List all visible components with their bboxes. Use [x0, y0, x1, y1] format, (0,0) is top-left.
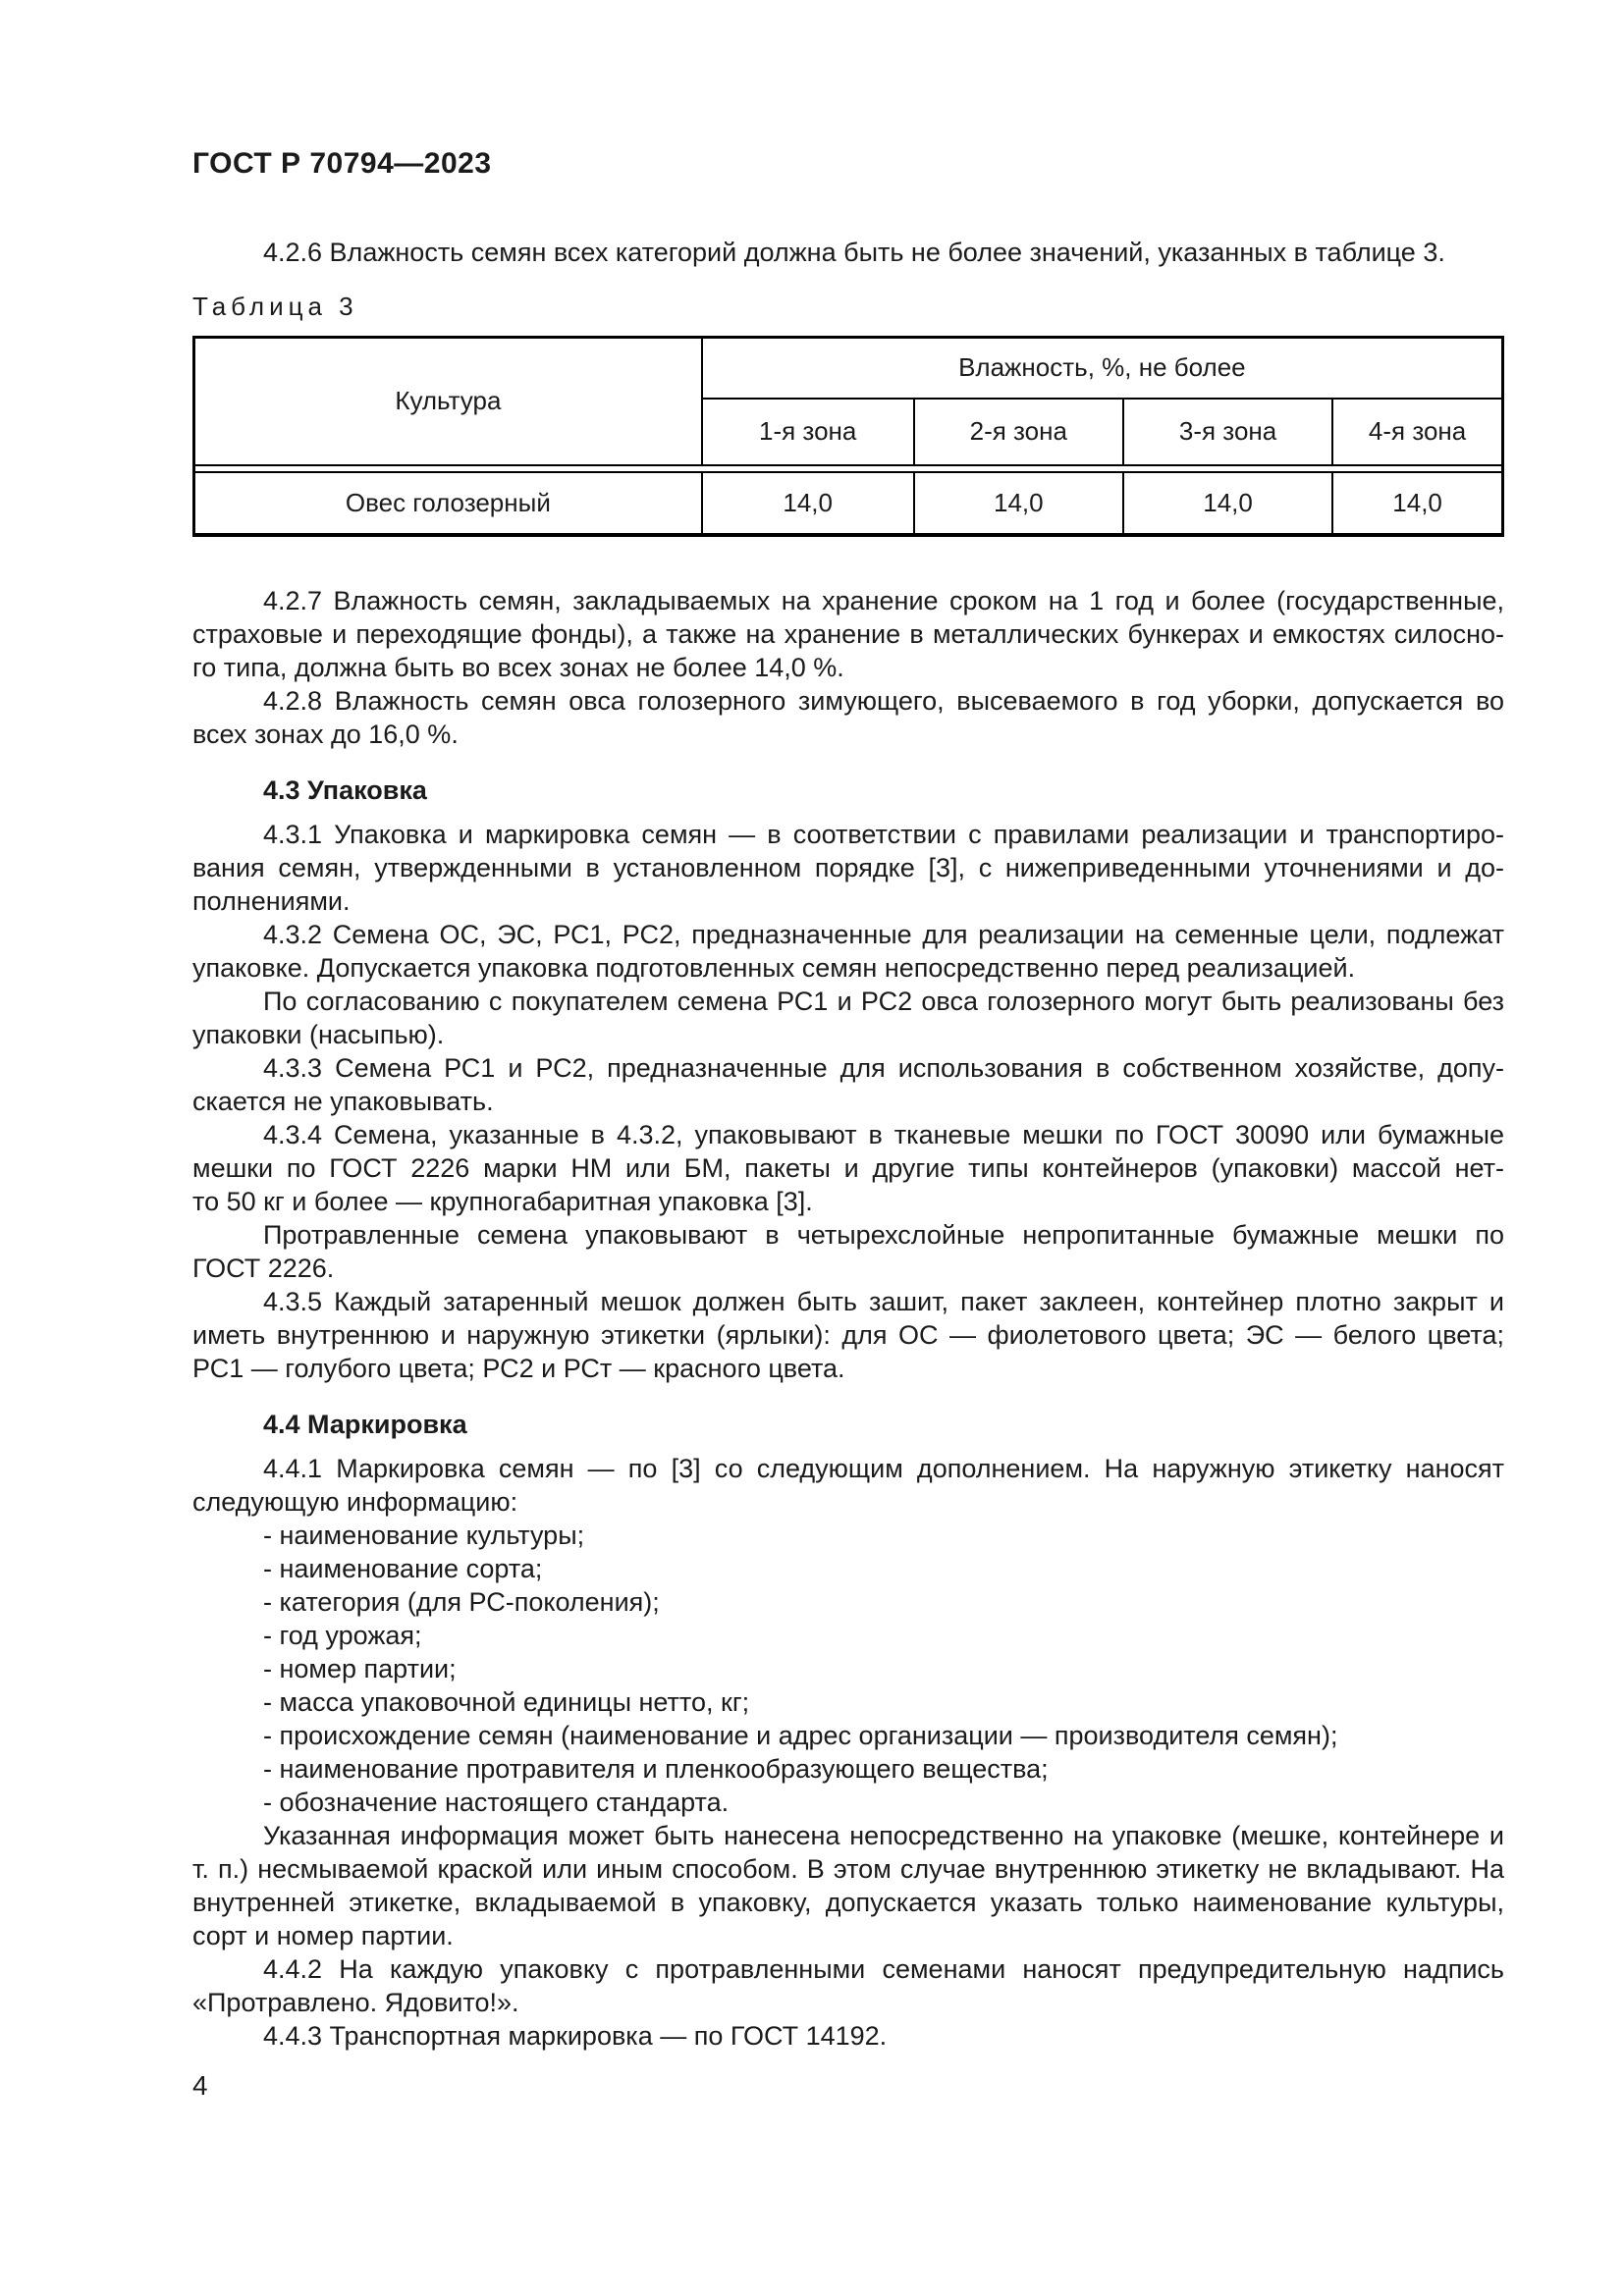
paragraph-line: ГОСТ 2226.	[192, 1253, 335, 1283]
paragraph-line: 4.4.3 Транспортная маркировка — по ГОСТ 14192.	[263, 2020, 888, 2051]
double-rule-cell	[194, 465, 1503, 472]
paragraph	[192, 236, 1504, 269]
section-heading: 4.3 Упаковка	[263, 774, 427, 805]
paragraph-line: следующую информацию:	[192, 1486, 518, 1517]
section-heading: 4.4 Маркировка	[263, 1409, 467, 1439]
table-header-culture: Культура	[395, 386, 502, 416]
table-label: Таблица 3	[192, 292, 358, 321]
zone-header: 4-я зона	[1332, 399, 1502, 465]
zone-header: 2-я зона	[914, 399, 1123, 465]
marking-list	[192, 1519, 1504, 1819]
paragraph-line: мешки по ГОСТ 2226 марки НМ или БМ, пакеты и другие типы контейнеров (упаковки) массой нет-	[192, 1152, 1504, 1183]
paragraph-line: упаковке. Допускается упаковка подготовленных семян непосредственно перед реализацией.	[192, 952, 1356, 983]
list-item: - происхождение семян (наименование и адрес организации — производителя семян);	[263, 1720, 1338, 1750]
paragraph-line: 4.2.8 Влажность семян овса голозерного зимующего, высеваемого в год уборки, допускается во	[263, 685, 1504, 716]
paragraph-line: 4.3.1 Упаковка и маркировка семян — в соответствии с правилами реализации и транспортиро-	[263, 819, 1504, 849]
paragraph-line: 4.3.4 Семена, указанные в 4.3.2, упаковывают в тканевые мешки по ГОСТ 30090 или бумажные	[263, 1119, 1504, 1149]
zone-header: 3-я зона	[1123, 399, 1332, 465]
value-cell: 14,0	[914, 472, 1123, 535]
list-item: - номер партии;	[263, 1653, 457, 1683]
paragraph	[192, 1819, 1504, 1952]
paragraph-line: т. п.) несмываемой краской или иным способом. В этом случае внутреннюю этикетку не вкладывают. На	[192, 1853, 1504, 1884]
paragraph-line: 4.3.3 Семена РС1 и РС2, предназначенные для использования в собственном хозяйстве, допу-	[263, 1052, 1504, 1083]
paragraph-line: 4.4.2 На каждую упаковку с протравленными семенами наносят предупредительную надпись	[263, 1953, 1504, 1984]
paragraph	[192, 1051, 1504, 1118]
list-item: - обозначение настоящего стандарта.	[263, 1787, 730, 1817]
paragraph	[192, 584, 1504, 684]
paragraph	[192, 1285, 1504, 1385]
paragraph-line: всех зонах до 16,0 %.	[192, 719, 459, 749]
paragraph	[192, 1952, 1504, 2019]
paragraph	[192, 918, 1504, 985]
paragraph-line: Указанная информация может быть нанесена непосредственно на упаковке (мешке, контейнере и	[263, 1820, 1504, 1850]
value-cell: 14,0	[1123, 472, 1332, 535]
paragraph-line: полнениями.	[192, 885, 351, 916]
table-header-moisture-group: Влажность, %, не более	[702, 338, 1503, 399]
paragraph	[192, 818, 1504, 918]
paragraph-line: внутренней этикетке, вкладываемой в упаковку, допускается указать только наименование культуры,	[192, 1887, 1504, 1917]
paragraph-line: упаковки (насыпью).	[192, 1019, 445, 1049]
culture-cell: Овес голозерный	[345, 487, 551, 517]
document-code-header: ГОСТ Р 70794—2023	[192, 147, 492, 180]
paragraph-line: страховые и переходящие фонды), а также на хранение в металлических бункерах и емкостях силосно-	[192, 618, 1504, 649]
paragraph-line: то 50 кг и более — крупногабаритная упаковка [3].	[192, 1186, 813, 1216]
paragraph-line: 4.2.6 Влажность семян всех категорий должна быть не более значений, указанных в таблице 3.	[263, 238, 1445, 267]
page-content	[192, 147, 1504, 2053]
list-item: - наименование протравителя и пленкообразующего вещества;	[263, 1753, 1049, 1784]
table-row	[194, 472, 1503, 535]
list-item: - масса упаковочной единицы нетто, кг;	[263, 1686, 750, 1717]
paragraph	[192, 985, 1504, 1051]
paragraph	[192, 1218, 1504, 1285]
paragraph-line: РС1 — голубого цвета; РС2 и РСт — красного цвета.	[192, 1353, 845, 1383]
paragraph-line: Протравленные семена упаковывают в четырехслойные непропитанные бумажные мешки по	[263, 1219, 1504, 1250]
moisture-table	[192, 336, 1504, 537]
paragraph-line: 4.3.2 Семена ОС, ЭС, РС1, РС2, предназначенные для реализации на семенные цели, подлежат	[263, 919, 1504, 949]
zone-header: 1-я зона	[702, 399, 914, 465]
paragraph-line: 4.4.1 Маркировка семян — по [3] со следующим дополнением. На наружную этикетку наносят	[263, 1453, 1504, 1483]
paragraph-line: 4.2.7 Влажность семян, закладываемых на хранение сроком на 1 год и более (государственные,	[263, 585, 1504, 615]
paragraph	[192, 1452, 1504, 1519]
page-number: 4	[192, 2070, 208, 2101]
value-cell: 14,0	[702, 472, 914, 535]
table-wrap	[192, 336, 1504, 537]
table-header-row-group	[194, 338, 1503, 399]
list-item: - наименование сорта;	[263, 1553, 543, 1583]
document-body-flow	[192, 584, 1504, 2053]
paragraph	[192, 1118, 1504, 1218]
list-item: - год урожая;	[263, 1620, 422, 1650]
paragraph-line: По согласованию с покупателем семена РС1 и РС2 овса голозерного могут быть реализованы без	[263, 986, 1504, 1016]
paragraph	[192, 684, 1504, 751]
paragraph-line: иметь внутреннюю и наружную этикетки (ярлыки): для ОС — фиолетового цвета; ЭС — белого цвета;	[192, 1319, 1504, 1350]
paragraph-line: го типа, должна быть во всех зонах не более 14,0 %.	[192, 652, 844, 682]
paragraph	[192, 2019, 1504, 2053]
paragraph-line: 4.3.5 Каждый затаренный мешок должен быть зашит, пакет заклеен, контейнер плотно закрыт и	[263, 1286, 1504, 1316]
value-cell: 14,0	[1332, 472, 1502, 535]
list-item: - наименование культуры;	[263, 1520, 585, 1550]
paragraph-line: вания семян, утвержденными в установленном порядке [3], с нижеприведенными уточнениями и до-	[192, 852, 1504, 882]
list-item: - категория (для РС-поколения);	[263, 1586, 660, 1617]
paragraph-line: скается не упаковывать.	[192, 1086, 494, 1116]
header-body-double-rule	[194, 465, 1503, 472]
paragraph-line: сорт и номер партии.	[192, 1920, 454, 1950]
paragraph-line: «Протравлено. Ядовито!».	[192, 1987, 519, 2017]
